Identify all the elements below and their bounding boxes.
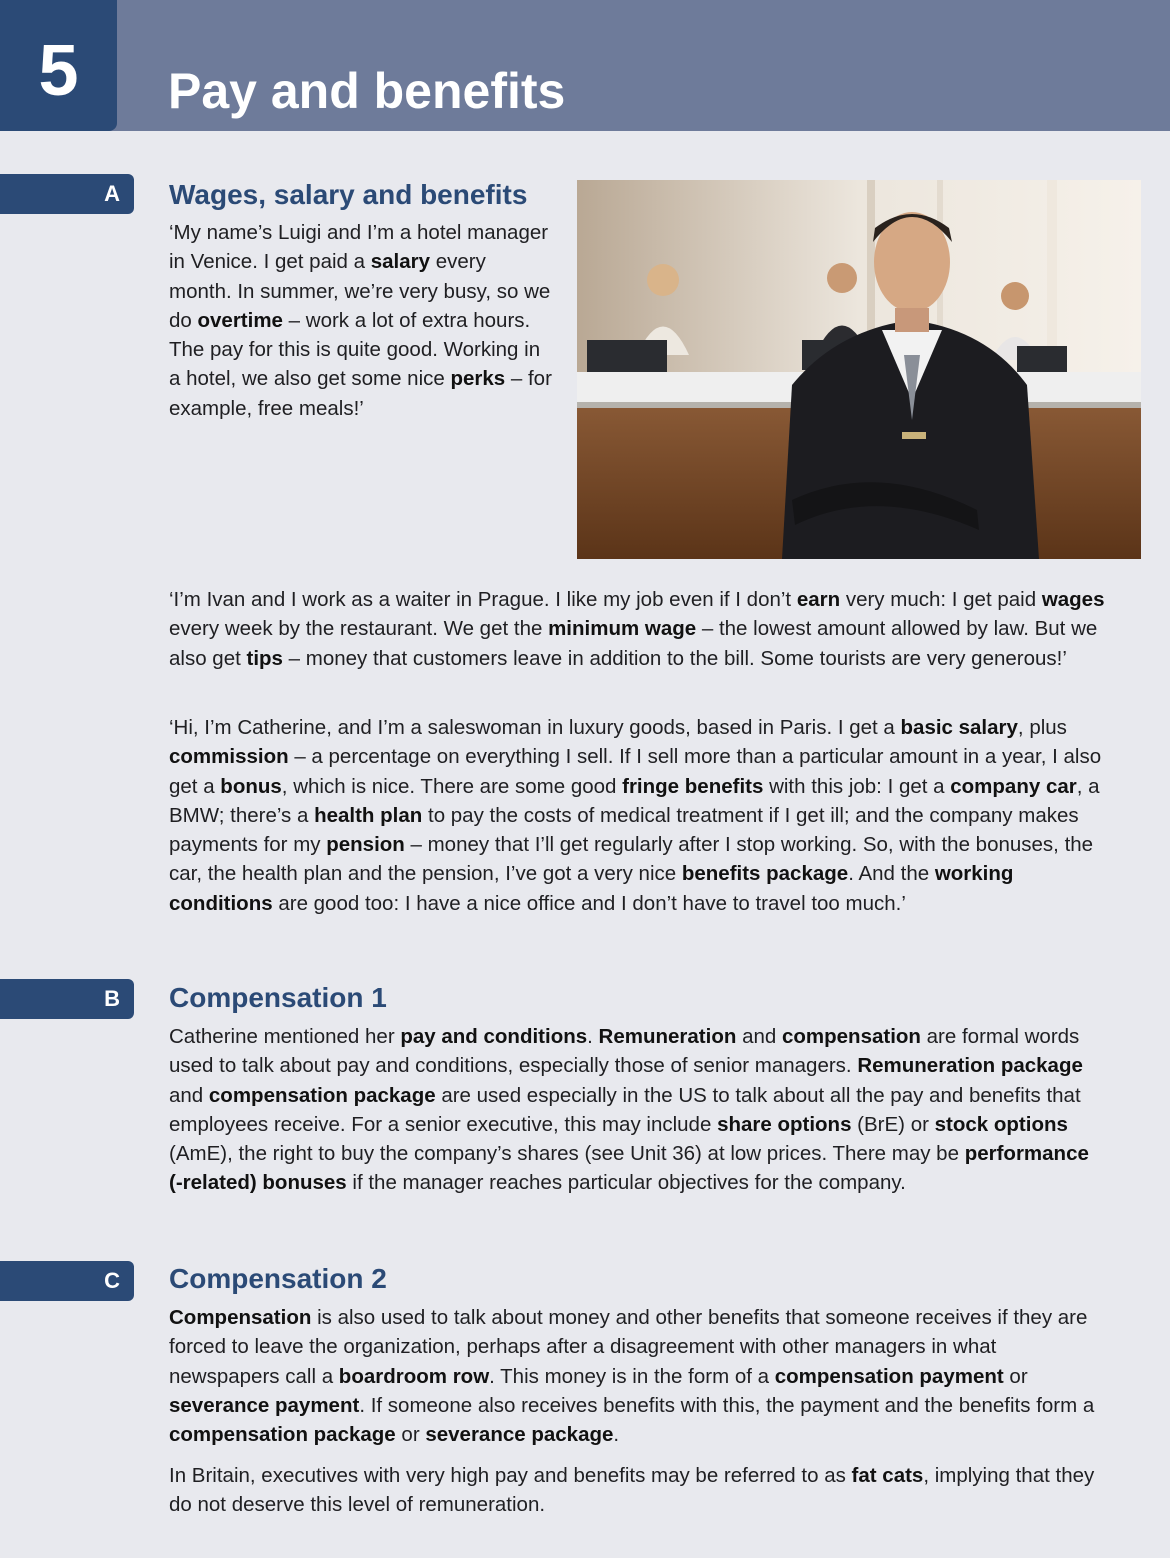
key-term: tips bbox=[246, 646, 283, 670]
key-term: company car bbox=[950, 774, 1077, 798]
unit-number-badge bbox=[0, 0, 117, 131]
section-tab-b bbox=[0, 979, 134, 1019]
section-a-paragraph-1 bbox=[169, 218, 554, 423]
key-term: compensation package bbox=[208, 1083, 436, 1107]
section-heading-c: Compensation 2 bbox=[169, 1263, 387, 1294]
text-run: – for example, free meals!’ bbox=[169, 367, 552, 420]
key-term: perks bbox=[450, 367, 506, 391]
key-term: salary bbox=[370, 250, 431, 274]
key-term: benefits package bbox=[681, 862, 849, 886]
text-run: – money that I’ll get regularly after I stop working. So, with the bonuses, the car, the health plan and the pension, I’ve got a very nice bbox=[169, 833, 1094, 886]
text-run: – the lowest amount allowed by law. But we also get bbox=[169, 617, 1098, 670]
section-a-paragraph-3 bbox=[169, 713, 1109, 918]
key-term: compensation payment bbox=[774, 1364, 1004, 1388]
key-term: compensation bbox=[781, 1025, 921, 1048]
text-run: Catherine mentioned her bbox=[169, 1025, 401, 1048]
key-term: fat cats bbox=[851, 1464, 924, 1487]
text-run: with this job: I get a bbox=[763, 774, 951, 798]
key-term: fringe benefits bbox=[622, 774, 764, 798]
text-run: are formal words used to talk about pay and conditions, especially those of senior managers. bbox=[169, 1025, 1080, 1078]
key-term: share options bbox=[717, 1112, 852, 1136]
key-term: pension bbox=[326, 833, 405, 857]
text-run: (BrE) or bbox=[851, 1112, 935, 1136]
key-term: basic salary bbox=[900, 716, 1018, 739]
text-run: ‘I’m Ivan and I work as a waiter in Prague. I like my job even if I don’t bbox=[169, 588, 797, 611]
key-term: earn bbox=[796, 588, 841, 611]
section-tab-a bbox=[0, 174, 134, 214]
key-term: Remuneration bbox=[598, 1025, 737, 1048]
text-run: ‘Hi, I’m Catherine, and I’m a saleswoman in luxury goods, based in Paris. I get a bbox=[169, 716, 901, 739]
text-run: , implying that they do not deserve this level of remuneration. bbox=[169, 1464, 1095, 1517]
text-run: every week by the restaurant. We get the bbox=[169, 617, 549, 641]
text-run: is also used to talk about money and other benefits that someone receives if they are forced to leave the organization, perhaps after a disagreement with other managers in what newspapers call a bbox=[169, 1306, 1088, 1388]
section-heading-b: Compensation 1 bbox=[169, 982, 387, 1013]
key-term: stock options bbox=[934, 1112, 1068, 1136]
section-letter: B bbox=[104, 986, 120, 1011]
text-run: , plus bbox=[1017, 716, 1067, 739]
key-term: health plan bbox=[314, 803, 423, 827]
text-run: , a BMW; there’s a bbox=[169, 774, 1100, 827]
key-term: minimum wage bbox=[548, 617, 697, 641]
key-term: severance payment bbox=[169, 1393, 360, 1417]
text-run: (AmE), the right to buy the company’s shares (see Unit 36) at low prices. There may be bbox=[169, 1142, 965, 1166]
unit-title: Pay and benefits bbox=[168, 63, 566, 119]
key-term: commission bbox=[169, 745, 289, 769]
section-b-paragraph-1 bbox=[169, 1022, 1104, 1198]
key-term: Compensation bbox=[169, 1306, 312, 1329]
section-letter: C bbox=[104, 1268, 120, 1293]
section-a-paragraph-2 bbox=[169, 585, 1114, 673]
text-run: and bbox=[736, 1025, 782, 1048]
text-run: – a percentage on everything I sell. If I sell more than a particular amount in a year, I also get a bbox=[169, 745, 1102, 798]
key-term: overtime bbox=[197, 308, 283, 332]
unit-number: 5 bbox=[38, 30, 79, 111]
text-run: and bbox=[169, 1083, 209, 1107]
text-run: if the manager reaches particular objectives for the company. bbox=[346, 1171, 906, 1195]
text-run: or bbox=[1003, 1364, 1028, 1388]
text-run: to pay the costs of medical treatment if I get ill; and the company makes payments for my bbox=[169, 803, 1079, 857]
key-term: compensation package bbox=[169, 1423, 396, 1447]
text-run: – work a lot of extra hours. The pay for this is quite good. Working in a hotel, we also get some nice bbox=[169, 308, 541, 391]
section-heading-a: Wages, salary and benefits bbox=[169, 179, 528, 210]
key-term: pay and conditions bbox=[400, 1025, 588, 1048]
text-run: In Britain, executives with very high pay and benefits may be referred to as bbox=[169, 1464, 852, 1487]
section-c-paragraph-2 bbox=[169, 1461, 1109, 1520]
text-run: are good too: I have a nice office and I don’t have to travel too much.’ bbox=[272, 891, 906, 915]
section-letter: A bbox=[104, 181, 120, 206]
text-run: . If someone also receives benefits with this, the payment and the benefits form a bbox=[359, 1393, 1095, 1417]
hotel-manager-image bbox=[577, 180, 1141, 559]
key-term: performance (-related) bonuses bbox=[169, 1142, 1089, 1195]
text-run: – money that customers leave in addition to the bill. Some tourists are very generous!’ bbox=[282, 646, 1067, 670]
text-run: every month. In summer, we’re very busy, so we do bbox=[169, 250, 551, 332]
key-term: boardroom row bbox=[338, 1364, 490, 1388]
hotel-reception-photo bbox=[577, 180, 1141, 559]
text-run: ‘My name’s Luigi and I’m a hotel manager in Venice. I get paid a bbox=[169, 221, 549, 274]
section-tab-c bbox=[0, 1261, 134, 1301]
text-run: . bbox=[587, 1025, 599, 1048]
text-run: , which is nice. There are some good bbox=[281, 774, 623, 798]
key-term: wages bbox=[1041, 588, 1105, 611]
text-run: . This money is in the form of a bbox=[489, 1364, 775, 1388]
text-run: . And the bbox=[848, 862, 935, 886]
key-term: Remuneration package bbox=[857, 1054, 1083, 1078]
text-run: very much: I get paid bbox=[840, 588, 1042, 611]
text-run: or bbox=[395, 1423, 426, 1447]
key-term: bonus bbox=[220, 774, 282, 798]
text-run: . bbox=[613, 1423, 620, 1447]
key-term: working conditions bbox=[169, 862, 1014, 915]
key-term: severance package bbox=[425, 1423, 614, 1447]
section-c-paragraph-1 bbox=[169, 1303, 1109, 1449]
text-run: are used especially in the US to talk about all the pay and benefits that employees receive. For a senior executive, this may include bbox=[169, 1083, 1081, 1136]
